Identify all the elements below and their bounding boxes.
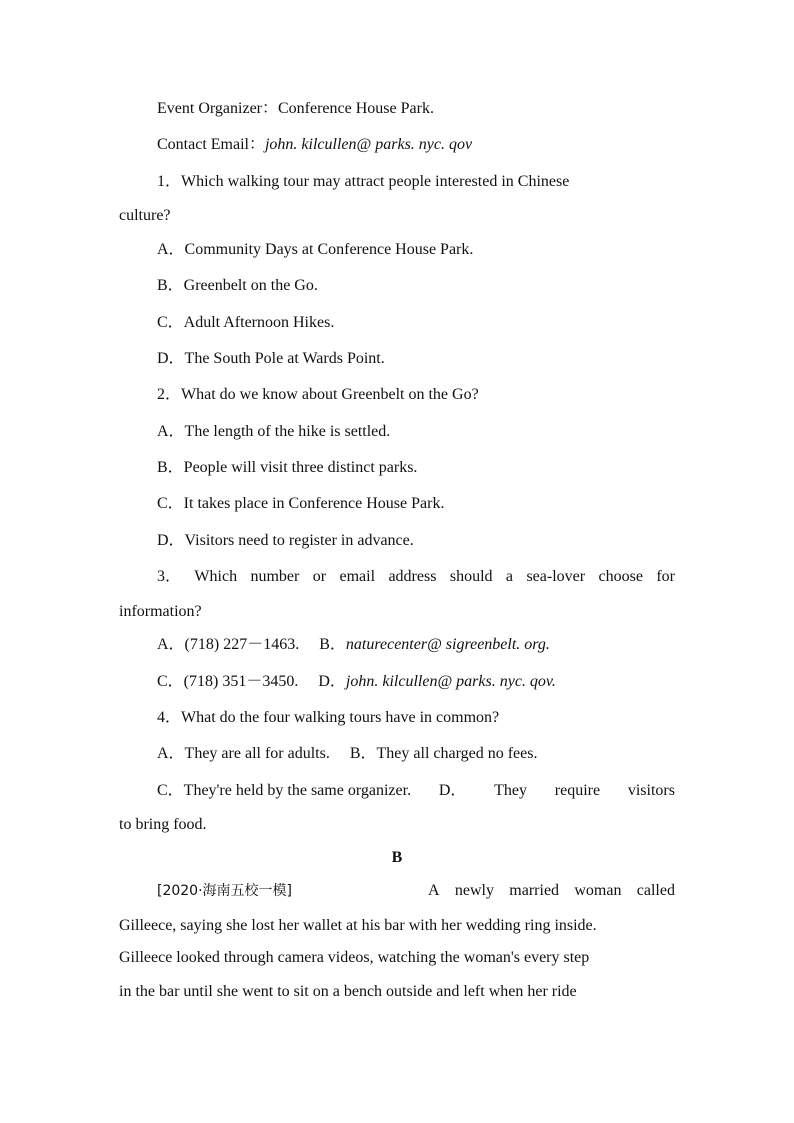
question-2-option-b: B．People will visit three distinct parks. [157,459,418,476]
passage-line-1 [157,881,675,901]
question-3-option-d-email: john. kilcullen@ parks. nyc. qov. [345,673,556,690]
stem-word: 3． [157,568,182,585]
question-3-stem-cont: information? [119,603,202,620]
stem-word: for [656,568,675,585]
passage-line-3: Gilleece looked through camera videos, watching the woman's every step [119,949,590,966]
question-4-option-b: B．They all charged no fees. [349,745,538,762]
section-heading: B [391,849,403,866]
question-3-option-d-label: D． [318,673,346,690]
passage-word: newly [454,882,494,899]
question-1-option-d: D．The South Pole at Wards Point. [157,350,385,367]
contact-email: john. kilcullen@ parks. nyc. qov [264,136,473,153]
question-2-stem: 2．What do we know about Greenbelt on the Go? [157,386,479,403]
question-1-option-b: B．Greenbelt on the Go. [157,277,318,294]
question-2-option-c: C．It takes place in Conference House Park. [157,495,445,512]
passage-word: A [428,882,440,899]
passage-word: called [636,882,675,899]
question-4-option-a: A．They are all for adults. [157,745,330,762]
stem-word: should [449,568,493,585]
contact-label: Contact Email： [157,136,265,153]
event-organizer-line [157,99,434,119]
question-4-options-cd [157,781,675,801]
question-4-options-ab [157,744,538,764]
question-3-option-b-label: B． [319,636,346,653]
stem-word: sea-lover [526,568,586,585]
question-3-options-ab [157,635,550,655]
passage-source: [2020·海南五校一模] [157,883,293,899]
question-4-option-d-word: They [494,782,528,799]
question-3-option-c: C．(718) 351－3450. [157,673,299,690]
question-3-option-b-email: naturecenter@ sigreenbelt. org. [345,636,550,653]
question-4-option-d-word: visitors [627,782,675,799]
question-3-option-a: A．(718) 227－1463. [157,636,300,653]
question-2-option-a: A．The length of the hike is settled. [157,423,391,440]
question-1-option-a: A．Community Days at Conference House Park. [157,241,474,258]
organizer-value: Conference House Park. [278,100,434,117]
question-4-option-c: C．They're held by the same organizer. [157,782,412,799]
stem-word: or [312,568,327,585]
organizer-label: Event Organizer： [157,100,278,117]
question-1-option-c: C．Adult Afternoon Hikes. [157,314,335,331]
passage-line-2: Gilleece, saying she lost her wallet at his bar with her wedding ring inside. [119,917,597,934]
question-4-option-d-word: require [554,782,601,799]
passage-word: married [509,882,560,899]
question-2-option-d: D．Visitors need to register in advance. [157,532,414,549]
passage-line-1-text [428,881,675,901]
question-1-stem-cont: culture? [119,207,171,224]
question-3-stem [157,567,675,587]
question-4-option-d-word: D． [438,782,467,799]
stem-word: address [388,568,437,585]
stem-word: number [250,568,300,585]
question-3-options-cd [157,672,556,692]
stem-word: choose [598,568,643,585]
question-1-stem: 1．Which walking tour may attract people interested in Chinese [157,173,570,190]
contact-email-line [157,135,472,155]
stem-word: a [505,568,514,585]
stem-word: email [339,568,376,585]
stem-word: Which [194,568,238,585]
question-4-stem: 4．What do the four walking tours have in common? [157,709,500,726]
question-4-option-d-cont: to bring food. [119,816,207,833]
passage-word: woman [574,882,622,899]
passage-line-4: in the bar until she went to sit on a bench outside and left when her ride [119,983,577,1000]
